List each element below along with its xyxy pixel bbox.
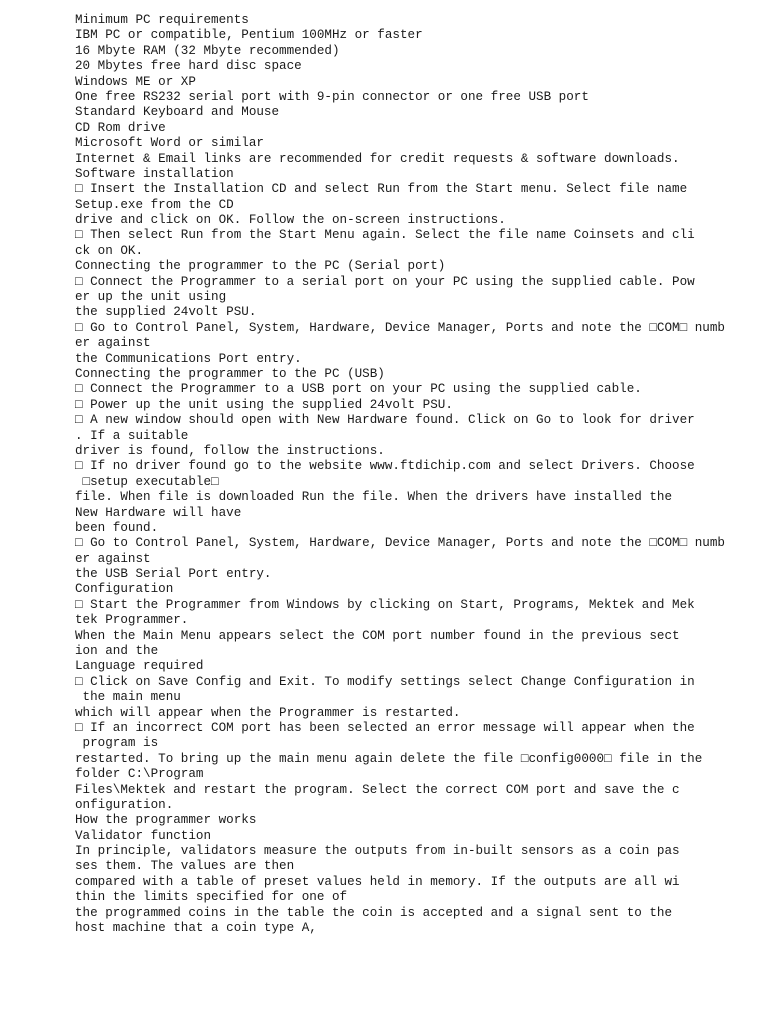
text-line: Internet & Email links are recommended for credit requests & software downloads.	[75, 151, 680, 166]
text-line: folder C:\Program	[75, 767, 204, 782]
text-line: driver is found, follow the instructions.	[75, 443, 385, 458]
text-line: □ Power up the unit using the supplied 24volt PSU.	[75, 397, 453, 412]
text-line: Configuration	[75, 582, 174, 597]
text-line: Software installation	[75, 166, 234, 181]
text-line: One free RS232 serial port with 9-pin connector or one free USB port	[75, 89, 589, 104]
text-line: file. When file is downloaded Run the file. When the drivers have installed the	[75, 490, 673, 505]
text-line: □ Go to Control Panel, System, Hardware, Device Manager, Ports and note the □COM□ numb	[75, 320, 725, 335]
text-line: ck on OK.	[75, 243, 144, 258]
text-line: □ If an incorrect COM port has been selected an error message will appear when the	[75, 720, 695, 735]
text-line: the main menu	[75, 690, 181, 705]
document-page	[75, 13, 755, 936]
text-line: been found.	[75, 520, 159, 535]
text-line: restarted. To bring up the main menu again delete the file □config0000□ file in the	[75, 751, 703, 766]
text-line: Setup.exe from the CD	[75, 197, 234, 212]
text-line: □ Then select Run from the Start Menu again. Select the file name Coinsets and cli	[75, 228, 695, 243]
text-line: er up the unit using	[75, 290, 227, 305]
text-line: □setup executable□	[75, 474, 219, 489]
text-line: Windows ME or XP	[75, 74, 196, 89]
text-line: CD Rom drive	[75, 120, 166, 135]
text-line: Language required	[75, 659, 204, 674]
text-line: program is	[75, 736, 159, 751]
text-line: □ Connect the Programmer to a USB port on your PC using the supplied cable.	[75, 382, 642, 397]
text-line: □ Click on Save Config and Exit. To modify settings select Change Configuration in	[75, 674, 695, 689]
text-line: thin the limits specified for one of	[75, 890, 348, 905]
text-line: Files\Mektek and restart the program. Select the correct COM port and save the c	[75, 782, 680, 797]
text-line: tek Programmer.	[75, 613, 189, 628]
text-line: Standard Keyboard and Mouse	[75, 105, 280, 120]
text-line: Connecting the programmer to the PC (Serial port)	[75, 259, 446, 274]
text-line: er against	[75, 551, 151, 566]
text-line: compared with a table of preset values held in memory. If the outputs are all wi	[75, 874, 680, 889]
text-line: □ Connect the Programmer to a serial port on your PC using the supplied cable. Pow	[75, 274, 695, 289]
text-line: How the programmer works	[75, 813, 257, 828]
text-line: 20 Mbytes free hard disc space	[75, 59, 302, 74]
text-line: host machine that a coin type A,	[75, 921, 317, 936]
text-line: which will appear when the Programmer is restarted.	[75, 705, 461, 720]
text-line: the supplied 24volt PSU.	[75, 305, 257, 320]
text-line: New Hardware will have	[75, 505, 242, 520]
text-line: Minimum PC requirements	[75, 13, 249, 27]
text-line: □ A new window should open with New Hardware found. Click on Go to look for driver	[75, 413, 695, 428]
text-line: ion and the	[75, 644, 159, 659]
text-line: □ Start the Programmer from Windows by clicking on Start, Programs, Mektek and Mek	[75, 597, 695, 612]
text-line: the USB Serial Port entry.	[75, 567, 272, 582]
text-line: Validator function	[75, 828, 212, 843]
text-line: ses them. The values are then	[75, 859, 295, 874]
text-line: □ If no driver found go to the website www.ftdichip.com and select Drivers. Choose	[75, 459, 695, 474]
text-line: □ Insert the Installation CD and select Run from the Start menu. Select file name	[75, 182, 688, 197]
text-line: the programmed coins in the table the coin is accepted and a signal sent to the	[75, 905, 673, 920]
text-line: Connecting the programmer to the PC (USB)	[75, 366, 385, 381]
text-line: □ Go to Control Panel, System, Hardware, Device Manager, Ports and note the □COM□ numb	[75, 536, 725, 551]
text-line: er against	[75, 336, 151, 351]
text-line: . If a suitable	[75, 428, 189, 443]
text-line: onfiguration.	[75, 797, 174, 812]
text-line: 16 Mbyte RAM (32 Mbyte recommended)	[75, 43, 340, 58]
text-line: When the Main Menu appears select the COM port number found in the previous sect	[75, 628, 680, 643]
text-line: drive and click on OK. Follow the on-screen instructions.	[75, 213, 506, 228]
text-line: In principle, validators measure the outputs from in-built sensors as a coin pas	[75, 844, 680, 859]
text-line: IBM PC or compatible, Pentium 100MHz or faster	[75, 28, 423, 43]
text-line: Microsoft Word or similar	[75, 136, 264, 151]
text-line: the Communications Port entry.	[75, 351, 302, 366]
